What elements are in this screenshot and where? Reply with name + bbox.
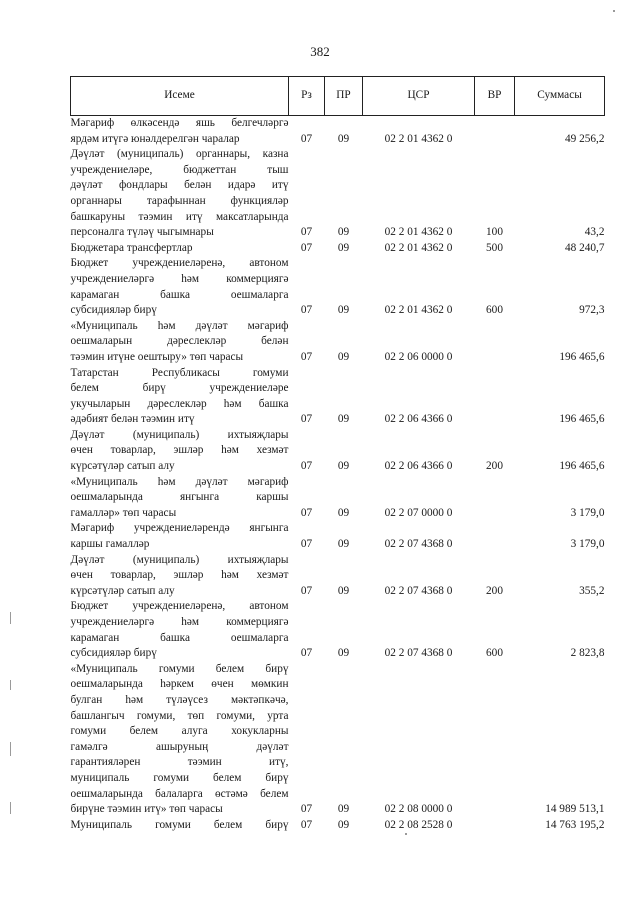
- row-name: [71, 428, 289, 475]
- row-name-line: оешмаларында янгынга каршы: [70, 491, 289, 504]
- row-name-line: персоналга түләү чыгымнары: [70, 226, 214, 239]
- row-rz: 07: [300, 350, 313, 363]
- row-pr: 09: [337, 818, 350, 831]
- row-name-line: дәүләт фондлары белән идарә итү: [70, 179, 289, 192]
- row-name-line: карамаган башка оешмаларга: [70, 288, 289, 301]
- row-csr: 02 2 06 0000 0: [384, 350, 453, 363]
- row-pr: 09: [337, 226, 350, 239]
- row-vr: [475, 521, 515, 552]
- table-row: [71, 521, 605, 552]
- table-row: [71, 147, 605, 241]
- table-row: [71, 599, 605, 661]
- row-pr: 09: [337, 350, 350, 363]
- row-pr: 09: [337, 506, 350, 519]
- row-rz: 07: [300, 304, 313, 317]
- table-row: [71, 662, 605, 818]
- row-sum: 196 465,6: [559, 350, 605, 363]
- row-rz: 07: [300, 647, 313, 660]
- row-name-line: өчен товарлар, эшләр һәм хезмәт: [70, 569, 289, 582]
- scan-mark: [10, 742, 11, 756]
- row-name-line: «Муниципаль гомуми белем бирү: [70, 662, 289, 675]
- row-csr: 02 2 07 4368 0: [384, 647, 453, 660]
- row-name-line: әдәбият белән тәэмин итү: [70, 413, 195, 426]
- table-header: [71, 77, 605, 116]
- table-row: [71, 116, 605, 148]
- row-name-line: Дәүләт (муниципаль) ихтыяҗлары: [70, 553, 289, 566]
- row-sum: 3 179,0: [570, 506, 605, 519]
- row-name: [71, 553, 289, 600]
- row-name-line: Бюджет учреждениеләренә, автоном: [70, 257, 289, 270]
- row-name-line: тәэмин итүне оештыру» төп чарасы: [70, 350, 244, 363]
- header-pr: ПР: [325, 77, 363, 116]
- row-sum: 196 465,6: [559, 460, 605, 473]
- scan-mark: [613, 10, 615, 12]
- row-name-line: Дәүләт (муниципаль) ихтыяҗлары: [70, 428, 289, 441]
- row-name-line: каршы гамалләр: [70, 538, 150, 551]
- row-name: [71, 521, 289, 552]
- table-row: [71, 319, 605, 366]
- row-name-line: «Муниципаль һәм дәүләт мәгариф: [70, 475, 289, 488]
- row-rz: 07: [300, 241, 313, 254]
- row-vr: [475, 818, 515, 834]
- header-name: Исеме: [71, 77, 289, 116]
- row-vr: 100: [486, 226, 503, 239]
- row-csr: 02 2 01 4362 0: [384, 226, 453, 239]
- row-vr: [475, 475, 515, 522]
- row-pr: 09: [337, 584, 350, 597]
- row-csr: 02 2 01 4362 0: [384, 241, 453, 254]
- row-sum: 49 256,2: [564, 132, 605, 145]
- row-pr: 09: [337, 132, 350, 145]
- table-row: [71, 553, 605, 600]
- row-sum: 43,2: [584, 226, 605, 239]
- row-sum: 972,3: [579, 304, 605, 317]
- row-name-line: гамәлгә ашыруның дәүләт: [70, 740, 289, 753]
- row-sum: 48 240,7: [564, 241, 605, 254]
- row-name-line: органнары тарафыннан функцияләр: [70, 194, 289, 207]
- table-row: [71, 241, 605, 257]
- row-vr: [475, 662, 515, 818]
- header-vr: ВР: [475, 77, 515, 116]
- row-name-line: күрсәтүләр сатып алу: [70, 460, 175, 473]
- row-name-line: гамалләр» төп чарасы: [70, 506, 177, 519]
- row-name-line: Татарстан Республикасы гомуми: [70, 366, 289, 379]
- header-csr: ЦСР: [363, 77, 475, 116]
- row-csr: 02 2 08 0000 0: [384, 803, 453, 816]
- row-name: [71, 366, 289, 428]
- row-rz: 07: [300, 538, 313, 551]
- row-vr: 500: [486, 241, 503, 254]
- row-rz: 07: [300, 584, 313, 597]
- row-pr: 09: [337, 304, 350, 317]
- row-rz: 07: [300, 226, 313, 239]
- row-rz: 07: [300, 506, 313, 519]
- budget-table: [70, 76, 605, 833]
- row-name-line: булган һәм түләүсез мәктәпкәчә,: [70, 693, 289, 706]
- page-number: 382: [310, 44, 330, 59]
- row-name-line: Дәүләт (муниципаль) органнары, казна: [70, 148, 289, 161]
- table-row: [71, 256, 605, 318]
- row-name: [71, 319, 289, 366]
- row-sum: 14 763 195,2: [545, 818, 605, 831]
- row-name-line: күрсәтүләр сатып алу: [70, 584, 175, 597]
- row-name-line: Мәгариф өлкәсендә яшь белгечләргә: [70, 117, 289, 129]
- row-name-line: гарантияләрен тәэмин итү,: [70, 756, 289, 769]
- row-name-line: Бюджет учреждениеләренә, автоном: [70, 600, 289, 613]
- row-name: [71, 256, 289, 318]
- row-csr: 02 2 01 4362 0: [384, 132, 453, 145]
- row-name-line: субсидияләр бирү: [70, 647, 157, 660]
- row-sum: 196 465,6: [559, 413, 605, 426]
- row-name-line: субсидияләр бирү: [70, 304, 157, 317]
- row-vr: 600: [486, 647, 503, 660]
- row-csr: 02 2 07 4368 0: [384, 538, 453, 551]
- row-csr: 02 2 01 4362 0: [384, 304, 453, 317]
- scan-mark: [10, 802, 11, 814]
- table-body: [71, 116, 605, 834]
- row-csr: 02 2 08 2528 0: [384, 818, 453, 831]
- row-vr: 600: [486, 304, 503, 317]
- row-name-line: «Муниципаль һәм дәүләт мәгариф: [70, 319, 289, 332]
- row-name-line: оешмаларында һәркем өчен мөмкин: [70, 678, 289, 691]
- row-csr: 02 2 06 4366 0: [384, 413, 453, 426]
- row-sum: 2 823,8: [570, 647, 605, 660]
- row-name: [71, 662, 289, 818]
- row-sum: 3 179,0: [570, 538, 605, 551]
- row-pr: 09: [337, 413, 350, 426]
- table-row: [71, 475, 605, 522]
- row-name-line: белем бирү учреждениеләре: [70, 382, 289, 395]
- row-name-line: учреждениеләргә һәм коммерциягә: [70, 272, 289, 285]
- row-name-line: башлангыч гомуми, төп гомуми, урта: [70, 709, 289, 722]
- row-sum: 14 989 513,1: [545, 803, 605, 816]
- row-name-line: оешмаларын дәреслекләр белән: [70, 335, 289, 348]
- row-sum: 355,2: [579, 584, 605, 597]
- row-pr: 09: [337, 241, 350, 254]
- row-rz: 07: [300, 818, 313, 831]
- row-rz: 07: [300, 803, 313, 816]
- row-vr: [475, 116, 515, 148]
- row-vr: 200: [486, 460, 503, 473]
- row-vr: 200: [486, 584, 503, 597]
- row-rz: 07: [300, 132, 313, 145]
- row-pr: 09: [337, 803, 350, 816]
- row-name-line: муниципаль гомуми белем бирү: [70, 771, 289, 784]
- table-row: [71, 366, 605, 428]
- row-rz: 07: [300, 460, 313, 473]
- row-vr: [475, 319, 515, 366]
- header-rz: Рз: [289, 77, 325, 116]
- row-name: [71, 475, 289, 522]
- row-vr: [475, 366, 515, 428]
- row-name-line: оешмаларында балаларга өстәмә белем: [70, 787, 289, 800]
- row-pr: 09: [337, 538, 350, 551]
- row-pr: 09: [337, 647, 350, 660]
- row-name-line: Муниципаль гомуми белем бирү: [70, 818, 289, 831]
- row-name-line: ярдәм итүгә юнәлдерелгән чаралар: [70, 132, 240, 145]
- row-name-line: бирүне тәэмин итү» төп чарасы: [70, 803, 223, 816]
- row-csr: 02 2 07 4368 0: [384, 584, 453, 597]
- table-row: [71, 818, 605, 834]
- row-name-line: укучыларын дәреслекләр һәм башка: [70, 397, 289, 410]
- row-csr: 02 2 06 4366 0: [384, 460, 453, 473]
- row-name-line: Бюджетара трансфертлар: [70, 241, 193, 254]
- row-pr: 09: [337, 460, 350, 473]
- row-name: [71, 116, 289, 148]
- scan-mark: [405, 833, 407, 835]
- row-name: [71, 241, 289, 257]
- row-rz: 07: [300, 413, 313, 426]
- row-name-line: өчен товарлар, эшләр һәм хезмәт: [70, 444, 289, 457]
- row-name: [71, 599, 289, 661]
- table-row: [71, 428, 605, 475]
- header-sum: Суммасы: [515, 77, 605, 116]
- row-name-line: учреждениеләргә һәм коммерциягә: [70, 616, 289, 628]
- row-name: [71, 147, 289, 241]
- scan-mark: [10, 680, 11, 690]
- scan-mark: [10, 612, 11, 624]
- row-name-line: гомуми белем алуга хокукларны: [70, 725, 289, 738]
- row-name-line: учреждениеләре, бюджеттан тыш: [70, 163, 289, 176]
- row-name: [71, 818, 289, 834]
- row-name-line: Мәгариф учреждениеләрендә янгынга: [70, 522, 289, 535]
- row-csr: 02 2 07 0000 0: [384, 506, 453, 519]
- row-name-line: башкаруны тәэмин итү максатларында: [70, 210, 289, 223]
- row-name-line: карамаган башка оешмаларга: [70, 631, 289, 644]
